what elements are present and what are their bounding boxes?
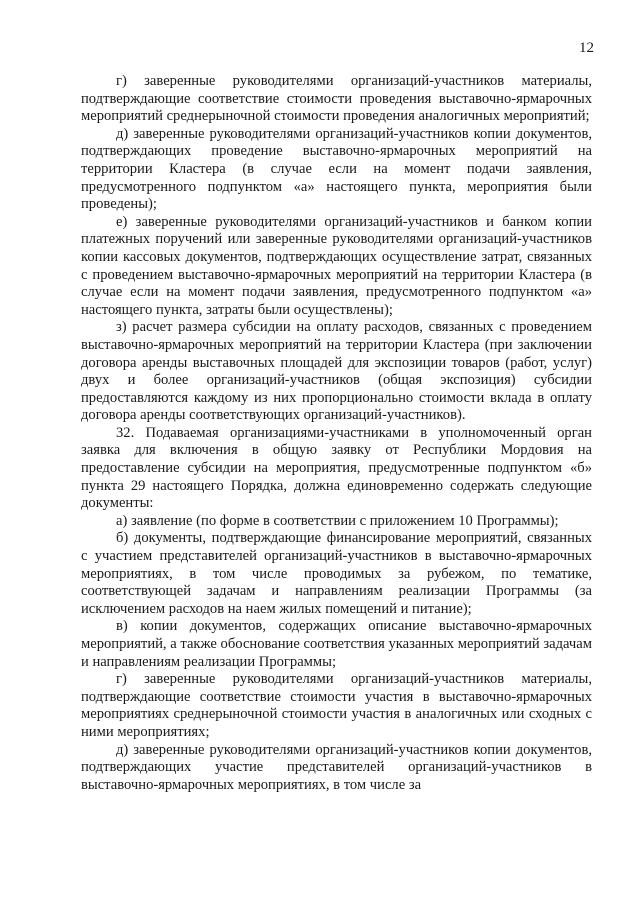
page-number: 12	[579, 40, 594, 56]
paragraph-v-event-descriptions: в) копии документов, содержащих описание выставочно-ярмарочных мероприятий, а также обоснование соответствия указанных мероприятий задачам и направлениям реализации Программы;	[81, 618, 592, 670]
paragraph-d-copies: д) заверенные руководителями организаций-участников копии документов, подтверждающих проведение выставочно-ярмарочных мероприятий на территории Кластера (в случае если на момент подачи заявления, предусмотренного подпунктом «а» настоящего пункта, мероприятия были проведены);	[81, 125, 592, 213]
paragraph-a-statement: а) заявление (по форме в соответствии с приложением 10 Программы);	[116, 512, 559, 529]
paragraph-g-materials: г) заверенные руководителями организаций-участников материалы, подтверждающие соответствие стоимости проведения выставочно-ярмарочных мероприятий среднерыночной стоимости проведения аналогичных мероприятий;	[81, 73, 592, 125]
paragraph-e-payment-orders: е) заверенные руководителями организаций-участников и банком копии платежных поручений или заверенные руководителями организаций-участников копии кассовых документов, подтверждающих осуществление затрат, связанных с проведением выставочно-ярмарочных мероприятий на территории Кластера (в случае если на момент подачи заявления, предусмотренного подпунктом «а» настоящего пункта, затраты были осуществлены);	[81, 213, 592, 318]
paragraph-32-application: 32. Подаваемая организациями-участниками в уполномоченный орган заявка для включения в общую заявку от Республики Мордовия на предоставление субсидии на мероприятия, предусмотренные подпунктом «б» пункта 29 настоящего Порядка, должна единовременно содержать следующие документы:	[81, 424, 592, 512]
paragraph-g-participation-cost: г) заверенные руководителями организаций-участников материалы, подтверждающие соответствие стоимости участия в выставочно-ярмарочных мероприятиях среднерыночной стоимости участия в аналогичных или сходных с ними мероприятиях;	[81, 671, 592, 740]
paragraph-d-participation-copies: д) заверенные руководителями организаций-участников копии документов, подтверждающих участие представителей организаций-участников в выставочно-ярмарочных мероприятиях, в том числе за	[81, 741, 592, 793]
paragraph-z-subsidy-calculation: з) расчет размера субсидии на оплату расходов, связанных с проведением выставочно-ярмарочных мероприятий на территории Кластера (при заключении договора аренды выставочных площадей для экспозиции товаров (работ, услуг) двух и более организаций-участников (общая экспозиция) субсидии предоставляются каждому из них пропорционально стоимости вклада в оплату договора аренды соответствующих организаций-участников).	[81, 319, 592, 424]
paragraph-b-financing-documents: б) документы, подтверждающие финансирование мероприятий, связанных с участием представителей организаций-участников в выставочно-ярмарочных мероприятиях, в том числе проводимых за рубежом, по тематике, соответствующей задачам и направлениям реализации Программы (за исключением расходов на наем жилых помещений и питание);	[81, 530, 592, 617]
document-body	[81, 73, 592, 794]
